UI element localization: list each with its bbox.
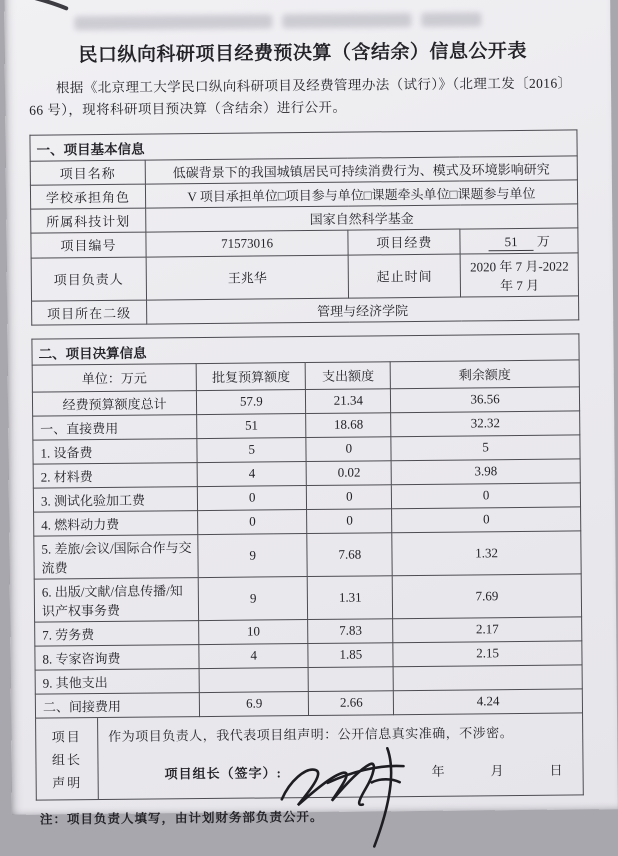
row-budget: 51 xyxy=(197,413,307,438)
row-budget: 0 xyxy=(197,485,307,510)
row-remaining: 32.32 xyxy=(391,411,580,437)
form-content xyxy=(29,35,585,827)
row-budget: 10 xyxy=(199,619,309,644)
row-budget: 5 xyxy=(197,437,307,462)
row-spent xyxy=(309,666,394,691)
row-remaining: 4.24 xyxy=(394,689,583,715)
row-remaining: 3.98 xyxy=(391,459,580,485)
reverse-side-bleed-through xyxy=(74,12,504,30)
section-heading-settlement: 二、项目决算信息 xyxy=(31,333,579,364)
signature-row xyxy=(108,756,572,786)
row-spent: 18.68 xyxy=(306,412,391,437)
school-role-value: V 项目承担单位□项目参与单位□课题牵头单位□课题参与单位 xyxy=(145,180,577,208)
handwritten-signature xyxy=(282,758,412,785)
settlement-table xyxy=(32,359,583,718)
table-row xyxy=(31,253,578,301)
page-title: 民口纵向科研项目经费预决算（含结余）信息公开表 xyxy=(78,40,528,67)
intro-paragraph: 根据《北京理工大学民口纵向科研项目及经费管理办法（试行）》（北理工发〔2016〕66 号），现将科研项目预决算（含结余）进行公开。 xyxy=(29,75,572,118)
row-label: 5. 差旅/会议/国际合作与交流费 xyxy=(34,534,198,579)
row-budget: 9 xyxy=(198,533,308,577)
col-header-spent: 支出额度 xyxy=(306,361,391,389)
row-label: 7. 劳务费 xyxy=(35,620,199,646)
project-name-label: 项目名称 xyxy=(30,160,145,185)
year-label: 年 xyxy=(431,763,445,780)
footnote: 注：项目负责人填写，由计划财务部负责公开。 xyxy=(39,809,324,827)
row-label: 二、间接费用 xyxy=(35,692,199,718)
signature-ink xyxy=(276,742,427,853)
table-row-travel-conference xyxy=(34,531,581,579)
program-value: 国家自然科学基金 xyxy=(146,204,578,232)
table-row xyxy=(32,296,579,325)
budget-amount: 51 xyxy=(488,234,533,251)
row-spent: 7.83 xyxy=(308,618,393,643)
school-role-label: 学校承担角色 xyxy=(30,184,145,209)
row-budget: 6.9 xyxy=(199,691,309,716)
row-spent: 1.85 xyxy=(308,642,393,667)
day-label: 日 xyxy=(549,762,563,778)
col-header-budget: 批复预算额度 xyxy=(196,362,306,390)
date-fields xyxy=(431,760,572,780)
project-budget-label: 项目经费 xyxy=(348,229,460,255)
project-number-label: 项目编号 xyxy=(31,232,146,258)
unit-header: 单位：万元 xyxy=(32,363,196,392)
project-leader-value: 王兆华 xyxy=(146,255,349,300)
row-spent: 1.31 xyxy=(308,575,393,619)
period-value: 2020 年 7 月-2022 年 7 月 xyxy=(460,253,578,297)
program-label: 所属科技计划 xyxy=(31,208,146,233)
project-name-value: 低碳背景下的我国城镇居民可持续消费行为、模式及环境影响研究 xyxy=(145,156,577,184)
row-label: 经费预算额度总计 xyxy=(32,390,196,416)
row-label: 6. 出版/文献/信息传播/知识产权事务费 xyxy=(34,577,198,622)
statement-label-line: 项目 xyxy=(51,728,82,745)
section-heading-basic-info: 一、项目基本信息 xyxy=(29,129,577,160)
row-remaining: 5 xyxy=(391,435,580,461)
budget-unit: 万 xyxy=(536,233,550,249)
row-spent: 7.68 xyxy=(307,532,392,576)
row-label: 4. 燃料动力费 xyxy=(34,510,198,536)
row-remaining xyxy=(393,665,582,691)
project-leader-label: 项目负责人 xyxy=(31,257,146,301)
row-budget xyxy=(199,667,309,692)
row-remaining: 36.56 xyxy=(391,387,580,413)
row-spent: 21.34 xyxy=(306,388,391,413)
row-budget: 4 xyxy=(199,643,309,668)
statement-label-line: 组长 xyxy=(51,751,83,768)
row-budget: 0 xyxy=(198,509,308,534)
pen-mark-top-left xyxy=(14,0,84,15)
leader-statement-block xyxy=(35,713,584,800)
photographed-paper-sheet xyxy=(4,0,618,827)
department-value: 管理与经济学院 xyxy=(146,296,578,324)
row-budget: 9 xyxy=(198,576,308,620)
project-number-value: 71573016 xyxy=(146,230,349,257)
row-spent: 0 xyxy=(307,484,392,509)
row-spent: 0.02 xyxy=(307,460,392,485)
period-label: 起止时间 xyxy=(348,254,461,298)
signature-field-label: 项目组长（签字）: xyxy=(164,765,282,782)
row-spent: 0 xyxy=(306,436,391,461)
department-label: 项目所在二级 xyxy=(32,300,147,325)
statement-label-line: 声明 xyxy=(52,774,83,791)
statement-label xyxy=(36,718,99,800)
row-remaining: 7.69 xyxy=(392,574,581,619)
row-label: 3. 测试化验加工费 xyxy=(33,486,197,512)
row-label: 9. 其他支出 xyxy=(35,668,199,694)
row-remaining: 0 xyxy=(392,483,581,509)
row-remaining: 1.32 xyxy=(392,531,581,576)
row-label: 2. 材料费 xyxy=(33,462,197,488)
row-spent: 0 xyxy=(307,508,392,533)
row-remaining: 2.17 xyxy=(393,617,582,643)
declaration-text: 作为项目负责人，我代表项目组声明：公开信息真实准确，不涉密。 xyxy=(108,724,514,744)
statement-body xyxy=(98,713,583,799)
basic-info-table xyxy=(30,155,580,325)
row-remaining: 0 xyxy=(392,507,581,533)
table-row-publication-ip xyxy=(34,574,581,622)
row-remaining: 2.15 xyxy=(393,641,582,667)
row-label: 1. 设备费 xyxy=(33,438,197,464)
row-budget: 57.9 xyxy=(196,389,306,414)
row-spent: 2.66 xyxy=(309,690,394,715)
col-header-remaining: 剩余额度 xyxy=(390,360,579,389)
row-budget: 4 xyxy=(197,461,307,486)
project-budget-value xyxy=(460,228,578,254)
month-label: 月 xyxy=(490,763,504,779)
row-label: 一、直接费用 xyxy=(33,414,197,440)
row-label: 8. 专家咨询费 xyxy=(35,644,199,670)
